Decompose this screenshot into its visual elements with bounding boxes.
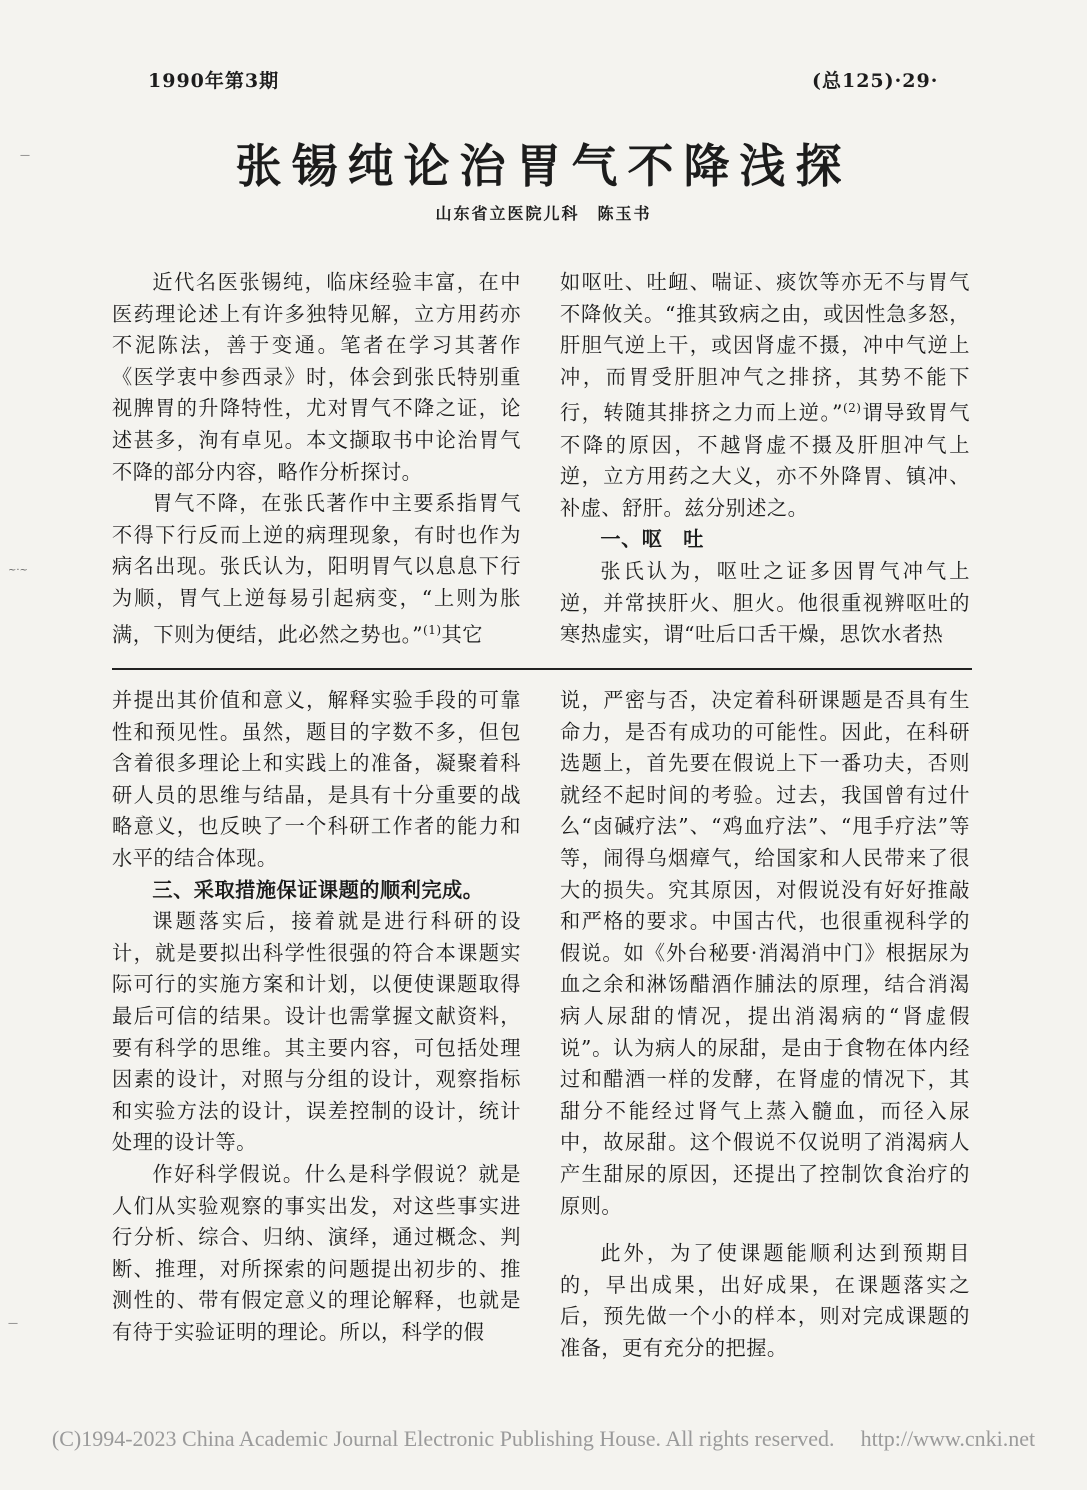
paragraph: 并提出其价值和意义，解释实验手段的可靠性和预见性。虽然，题目的字数不多，但包含着很多理论上和实践上的准备，凝聚着科研人员的思维与结晶，是具有十分重要的战略意义，也反映了一个科研工作者的能力和水平的结合体现。 <box>112 688 521 870</box>
paragraph: 此外，为了使课题能顺利达到预期目的，早出成果，出好成果，在课题落实之后，预先做一个小的样本，则对完成课题的准备，更有充分的把握。 <box>560 1241 970 1360</box>
section-heading: 一、呕 吐 <box>600 527 704 552</box>
paragraph: 张氏认为，呕吐之证多因胃气冲气上逆，并常挟肝火、胆火。他很重视辨呕吐的寒热虚实，谓“吐后口舌干燥，思饮水者热 <box>560 559 970 647</box>
website-link[interactable]: http://www.cnki.net <box>860 1426 1036 1451</box>
reference-mark: (2) <box>842 401 862 416</box>
copyright-text: (C)1994-2023 China Academic Journal Electronic Publishing House. All rights reserved. <box>51 1426 835 1451</box>
article-author: 山东省立医院儿科 陈玉书 <box>435 204 652 223</box>
divider-line <box>112 668 972 670</box>
scan-mark: — <box>8 1318 18 1329</box>
article-title: 张锡纯论治胃气不降浅探 <box>235 139 852 193</box>
page-number: (总125)·29· <box>812 70 939 92</box>
column-bottom-right <box>560 685 970 1364</box>
column-top-left <box>112 267 521 651</box>
reference-mark: (1) <box>423 622 442 637</box>
section-heading: 三、采取措施保证课题的顺利完成。 <box>152 877 484 902</box>
scan-mark: — <box>20 150 30 161</box>
column-top-right <box>560 267 970 651</box>
issue-label: 1990年第3期 <box>148 70 280 92</box>
scan-mark: ~·~ <box>8 565 28 576</box>
paragraph: 说，严密与否，决定着科研课题是否具有生命力，是否有成功的可能性。因此，在科研选题上，首先要在假说上下一番功夫，否则就经不起时间的考验。过去，我国曾有过什么“卤碱疗法”、“鸡血疗法”、“甩手疗法”等等，闹得乌烟瘴气，给国家和人民带来了很大的损失。究其原因，对假说没有好好推敲和严格的要求。中国古代，也很重视科学的假说。如《外台秘要·消渴消中门》根据尿为血之余和淋饧醋酒作脯法的原理，结合消渴病人尿甜的情况，提出消渴病的“肾虚假说”。认为病人的尿甜，是由于食物在体内经过和醋酒一样的发酵，在肾虚的情况下，其甜分不能经过肾气上蒸入髓血，而径入尿中，故尿甜。这个假说不仅说明了消渴病人产生甜尿的原因，还提出了控制饮食治疗的原则。 <box>560 688 970 1218</box>
copyright-footer <box>0 1426 1087 1452</box>
paragraph: 胃气不降，在张氏著作中主要系指胃气不得下行反而上逆的病理现象，有时也作为病名出现。张氏认为，阳明胃气以息息下行为顺，胃气上逆每易引起病变，“上则为胀满，下则为便结，此必然之势也。”$^{(1)}$其它 <box>112 491 521 647</box>
paragraph: 课题落实后，接着就是进行科研的设计，就是要拟出科学性很强的符合本课题实际可行的实施方案和计划，以便使课题取得最后可信的结果。设计也需掌握文献资料，要有科学的思维。其主要内容，可包括处理因素的设计，对照与分组的设计，观察指标和实验方法的设计，误差控制的设计，统计处理的设计等。 <box>112 909 521 1155</box>
paragraph: 近代名医张锡纯，临床经验丰富，在中医药理论述上有许多独特见解，立方用药亦不泥陈法，善于变通。笔者在学习其著作《医学衷中参西录》时，体会到张氏特别重视脾胃的升降特性，尤对胃气不降之证，论述甚多，洵有卓见。本文撷取书中论治胃气不降的部分内容，略作分析探讨。 <box>112 270 521 484</box>
column-bottom-left <box>112 685 521 1348</box>
paragraph: 如呕吐、吐衄、喘证、痰饮等亦无不与胃气不降攸关。“推其致病之由，或因性急多怒，肝胆气逆上干，或因肾虚不摄，冲中气逆上冲，而胃受肝胆冲气之排挤，其势不能下行，转随其排挤之力而上逆。”$^{(2)}$谓导致胃气不降的原因，不越肾虚不摄及肝胆冲气上逆，立方用药之大义，亦不外降胃、镇冲、补虚、舒肝。兹分别述之。 <box>560 270 970 520</box>
paragraph: 作好科学假说。什么是科学假说？就是人们从实验观察的事实出发，对这些事实进行分析、综合、归纳、演绎，通过概念、判断、推理，对所探索的问题提出初步的、推测性的、带有假定意义的理论解释，也就是有待于实验证明的理论。所以，科学的假 <box>112 1161 521 1344</box>
